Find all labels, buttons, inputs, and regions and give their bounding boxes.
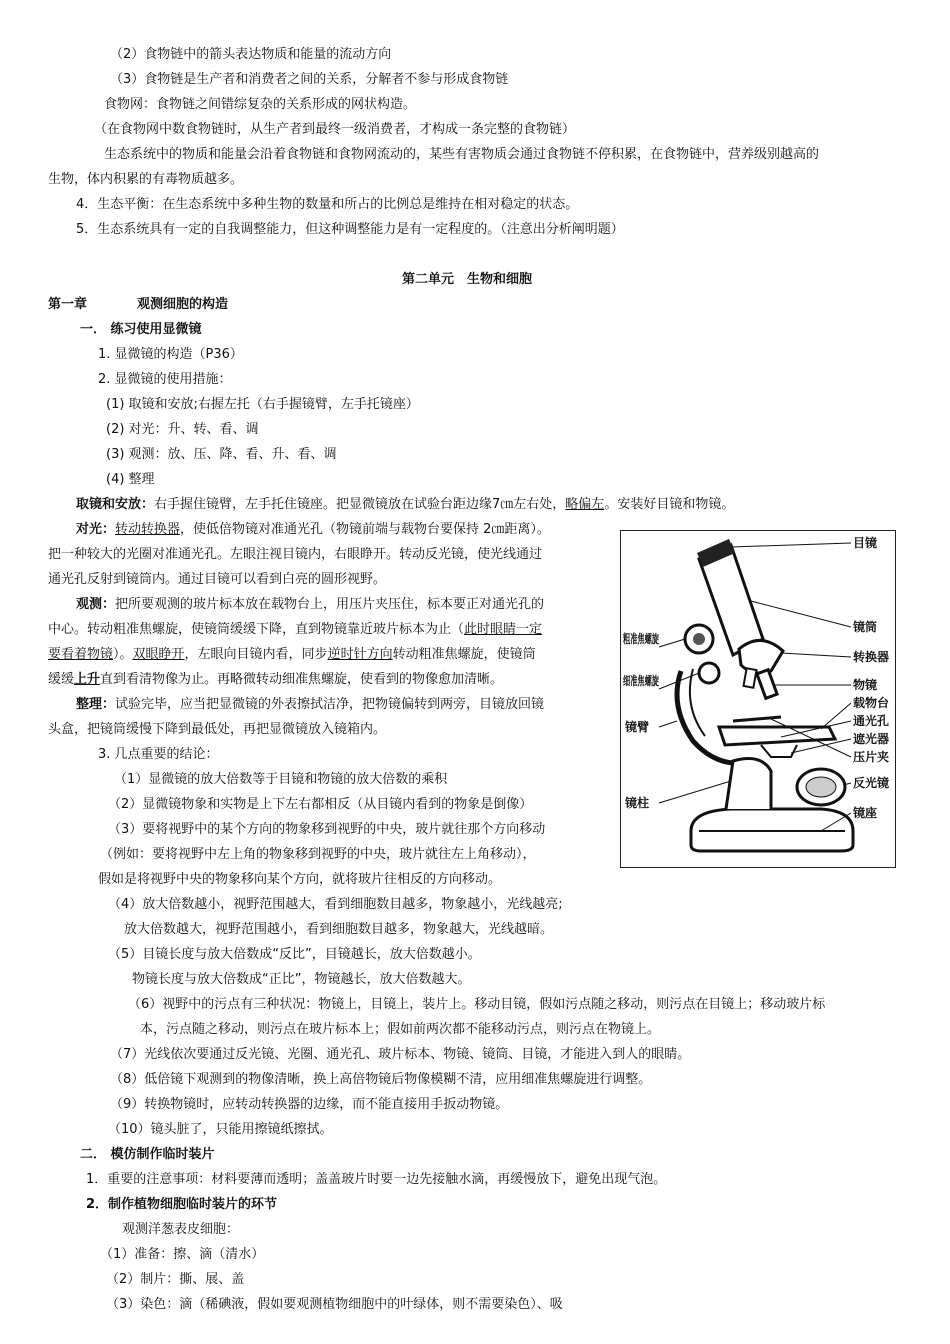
paragraph-light (76, 521, 550, 539)
text-line: 1．重要的注意事项：材料要薄而透明；盖盖玻片时要一边先接触水滴，再缓慢放下，避免出现气泡。 (86, 1172, 667, 1187)
underlined-text: 略偏左 (565, 497, 605, 512)
label-stage: 载物台 (853, 696, 890, 710)
underlined-text: 逆时针方向 (327, 647, 393, 662)
text-line: （4）放大倍数越小，视野范围越大，看到细胞数目越多，物象越小，光线越亮; (108, 897, 563, 912)
text-span: 缓缓 (48, 672, 75, 687)
unit-title: 第二单元 生物和细胞 (402, 272, 533, 287)
text-line: （例如：要将视野中左上角的物象移到视野的中央，玻片就往左上角移动）， (100, 847, 536, 862)
label-nosepiece: 转换器 (853, 650, 890, 664)
text-line: （5）目镜长度与放大倍数成“反比”，目镜越长，放大倍数越小。 (108, 947, 481, 962)
paragraph-observe (76, 596, 544, 614)
text-line: 生物，体内积累的有毒物质越多。 (48, 172, 244, 187)
coarse-knob-center (693, 633, 705, 645)
label-objective: 物镜 (853, 678, 878, 692)
text-line: （2）制片：撕、展、盖 (106, 1272, 245, 1287)
label-clip: 压片夹 (853, 750, 890, 764)
label-mirror: 反光镜 (853, 776, 890, 790)
fine-knob-shape (699, 663, 719, 683)
label-coarse: 粗准焦螺旋 (623, 632, 684, 646)
text-line: 3. 几点重要的结论： (98, 747, 219, 762)
microscope-diagram (620, 530, 896, 868)
text-line: 放大倍数越大，视野范围越小，看到细胞数目越多，物象越大，光线越暗。 (124, 922, 554, 937)
text-line: （3）要将视野中的某个方向的物象移到视野的中央，玻片就往那个方向移动 (108, 822, 546, 837)
text-line: (4) 整理 (106, 472, 155, 487)
text-line: 2. 显微镜的使用措施： (98, 372, 232, 387)
text-span: ，左眼向目镜内看，同步 (184, 647, 328, 662)
term-label: 取镜和安放： (76, 497, 155, 512)
text-span: 。安装好目镜和物镜。 (604, 497, 735, 512)
text-line: (1) 取镜和安放;右握左托（右手握镜臂，左手托镜座） (106, 397, 419, 412)
label-eyepiece: 目镜 (853, 536, 878, 550)
underlined-text: 双眼睁开 (132, 647, 185, 662)
paragraph-take-microscope (76, 496, 734, 514)
underlined-text: 此时眼睛一定 (464, 622, 543, 637)
text-line: 头盒，把镜筒缓慢下降到最低处，再把显微镜放入镜箱内。 (48, 722, 387, 737)
text-line: 1. 显微镜的构造（P36） (98, 347, 243, 362)
text-line: （3）食物链是生产者和消费者之间的关系，分解者不参与形成食物链 (110, 72, 509, 87)
underlined-text: 要看着物镜 (48, 647, 114, 662)
pillar-shape (726, 759, 771, 809)
text-line (48, 646, 536, 664)
text-line: 5．生态系统具有一定的自我调整能力，但这种调整能力是有一定程度的。（注意出分析阐明题） (76, 222, 624, 237)
arm-shape (677, 671, 733, 763)
text-line: 通光孔反射到镜筒内。通过目镜可以看到白亮的圆形视野。 (48, 572, 387, 587)
text-span: 把所要观测的玻片标本放在载物台上，用压片夹压住，标本要正对通光孔的 (115, 597, 545, 612)
text-line: 观测洋葱表皮细胞： (122, 1222, 240, 1237)
text-span: 中心。转动粗准焦螺旋，使镜筒缓缓下降，直到物镜靠近玻片标本为止（ (48, 622, 465, 637)
text-line: （在食物网中数食物链时，从生产者到最终一级消费者，才构成一条完整的食物链） (94, 122, 576, 137)
label-fine: 细准焦螺旋 (623, 674, 684, 688)
text-line: 本，污点随之移动，则污点在玻片标本上；假如前两次都不能移动污点，则污点在物镜上。 (140, 1022, 661, 1037)
text-line: 生态系统中的物质和能量会沿着食物链和食物网流动的，某些有害物质会通过食物链不停积累，在食物链中，营养级别越高的 (104, 147, 820, 162)
text-line: （6）视野中的污点有三种状况：物镜上，目镜上，装片上。移动目镜，假如污点随之移动，则污点在目镜上；移动玻片标 (128, 997, 826, 1012)
label-diaphragm: 遮光器 (853, 732, 890, 746)
text-span: 直到看清物像为止。再略微转动细准焦螺旋，使看到的物像愈加清晰。 (100, 672, 504, 687)
section-heading: 一． 练习使用显微镜 (80, 322, 202, 337)
objective-shape-2 (744, 668, 757, 687)
chapter-label: 第一章 (48, 297, 88, 312)
text-line: （7）光线依次要通过反光镜、光圈、通光孔、玻片标本、物镜、镜筒、目镜，才能进入到人的眼睛。 (110, 1047, 691, 1062)
label-base: 镜座 (853, 806, 878, 820)
text-line: 把一种较大的光圈对准通光孔。左眼注视目镜内，右眼睁开。转动反光镜，使光线通过 (48, 547, 543, 562)
stage-shape (719, 727, 835, 745)
term-label: 对光： (76, 522, 116, 537)
nosepiece-shape (739, 640, 783, 673)
text-line (48, 621, 542, 639)
text-line: 4．生态平衡：在生态系统中多种生物的数量和所占的比例总是维持在相对稳定的状态。 (76, 197, 579, 212)
mirror-inner (806, 777, 836, 797)
text-line: （1）显微镜的放大倍数等于目镜和物镜的放大倍数的乘积 (114, 772, 448, 787)
underlined-text: 转动转换器 (115, 522, 181, 537)
label-aperture: 通光孔 (853, 714, 890, 728)
text-line: （9）转换物镜时，应转动转换器的边缘，而不能直接用手扳动物镜。 (110, 1097, 509, 1112)
text-line: （8）低倍镜下观测到的物像清晰，换上高倍物镜后物像模糊不清，应用细准焦螺旋进行调整。 (110, 1072, 652, 1087)
text-span: 右手握住镜臂，左手托住镜座。把显微镜放在试验台距边缘7㎝左右处， (154, 497, 566, 512)
text-line: (3) 观测：放、压、降、看、升、看、调 (106, 447, 337, 462)
text-line: （1）准备：擦、滴（清水） (100, 1247, 265, 1262)
label-tube: 镜筒 (853, 620, 878, 634)
text-line: （2）显微镜物象和实物是上下左右都相反（从目镜内看到的物象是倒像） (108, 797, 533, 812)
text-line: 物镜长度与放大倍数成“正比”，物镜越长，放大倍数越大。 (132, 972, 471, 987)
microscope-drawing (621, 531, 895, 867)
text-line: （10）镜头脏了，只能用擦镜纸擦拭。 (108, 1122, 333, 1137)
label-arm: 镜臂 (625, 720, 650, 734)
text-line: 假如是将视野中央的物象移向某个方向，就将玻片往相反的方向移动。 (98, 872, 502, 887)
term-label: 观测： (76, 597, 116, 612)
text-span: ）。 (113, 647, 133, 662)
text-line: (2) 对光：升、转、看、调 (106, 422, 259, 437)
text-span: 试验完毕，应当把显微镜的外表擦拭洁净，把物镜偏转到两旁，目镜放回镜 (115, 697, 545, 712)
label-pillar: 镜柱 (625, 796, 650, 810)
subheading: 2．制作植物细胞临时装片的环节 (86, 1197, 278, 1212)
section-heading: 二． 模仿制作临时装片 (80, 1147, 215, 1162)
text-span: ，使低倍物镜对准通光孔（物镜前端与载物台要保持 2㎝距离）。 (180, 522, 550, 537)
text-line: 食物网：食物链之间错综复杂的关系形成的网状构造。 (104, 97, 417, 112)
text-line (48, 671, 503, 689)
chapter-title: 观测细胞的构造 (137, 297, 229, 312)
text-line: （3）染色：滴（稀碘液，假如要观测植物细胞中的叶绿体，则不需要染色）、吸 (106, 1297, 563, 1312)
diaphragm-shape (761, 745, 797, 757)
underlined-text: 上升 (74, 672, 101, 687)
objective-shape (757, 670, 777, 699)
text-line: （2）食物链中的箭头表达物质和能量的流动方向 (110, 47, 392, 62)
text-span: 转动粗准焦螺旋，使镜筒 (392, 647, 536, 662)
term-label: 整理： (76, 697, 116, 712)
paragraph-tidy (76, 696, 544, 714)
